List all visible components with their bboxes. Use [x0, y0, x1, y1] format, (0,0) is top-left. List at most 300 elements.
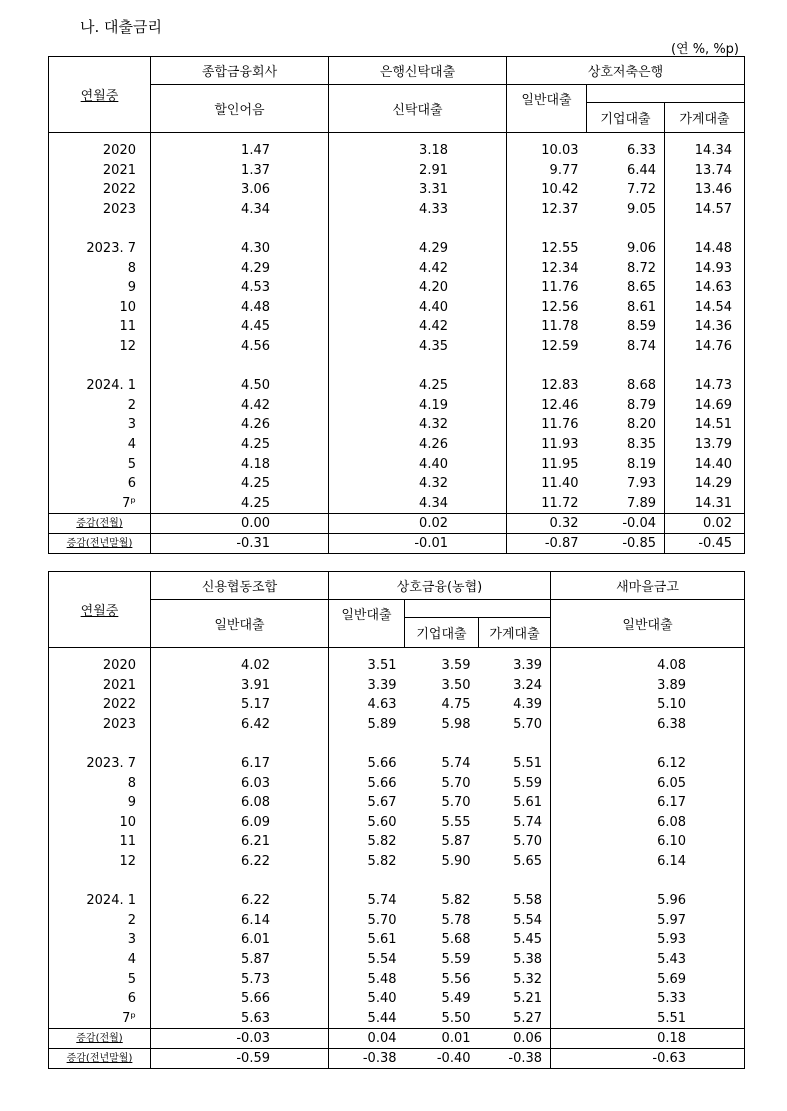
value-cell: 5.82 [367, 834, 397, 850]
table-row [49, 832, 745, 852]
total-row [49, 1049, 745, 1069]
value-cell: 5.69 [657, 971, 687, 987]
value-cell: 4.20 [329, 278, 507, 298]
value-cell: 5.87 [151, 950, 329, 970]
row-label [49, 219, 151, 239]
value-cell: 14.93 [694, 260, 732, 276]
row-label [49, 415, 151, 435]
row-label-text: 5 [127, 971, 136, 987]
value-cell [587, 133, 665, 142]
value-cell: 5.56 [441, 971, 471, 987]
value-cell: 6.22 [151, 852, 329, 872]
row-label [49, 656, 151, 676]
value-cell: 5.61 [367, 932, 397, 948]
value-cell: 0.00 [151, 514, 329, 534]
total-row [49, 514, 745, 534]
row-label-text: 4 [127, 436, 136, 452]
value-cell: 5.70 [479, 715, 551, 735]
value-cell: 8.20 [587, 415, 665, 435]
value-cell: 4.42 [329, 317, 507, 337]
row-label-text: 9 [127, 280, 136, 296]
value-cell: 14.34 [694, 143, 732, 158]
value-cell: 0.02 [665, 514, 745, 534]
row-label [49, 317, 151, 337]
col-group-header: 상호금융(농협) [329, 572, 551, 600]
value-cell: 14.29 [694, 476, 732, 492]
row-label [49, 891, 151, 911]
table-row [49, 396, 745, 416]
value-cell: 12.55 [541, 240, 579, 256]
value-cell: 5.66 [367, 775, 397, 791]
value-cell [151, 133, 329, 142]
row-label [49, 259, 151, 279]
value-cell: 9.05 [587, 200, 665, 220]
row-label [49, 376, 151, 396]
table-row [49, 239, 745, 259]
row-label [49, 793, 151, 813]
value-cell: 5.51 [657, 1010, 687, 1026]
value-cell: 0.04 [329, 1029, 405, 1049]
value-cell [151, 357, 329, 377]
value-cell [479, 734, 551, 754]
value-cell [507, 133, 587, 142]
col-sub-header: 할인어음 [151, 85, 329, 133]
table-row [49, 494, 745, 514]
row-label-text: 2024. 1 [86, 378, 136, 394]
value-cell: 14.31 [694, 495, 732, 511]
total-row [49, 1029, 745, 1049]
spacer-row [49, 648, 745, 657]
value-cell [329, 219, 507, 239]
value-cell: -0.40 [405, 1049, 479, 1069]
row-label [49, 337, 151, 357]
value-cell: 6.05 [657, 775, 687, 791]
value-cell [479, 872, 551, 892]
value-cell: 6.14 [657, 853, 687, 869]
value-cell: 5.38 [479, 950, 551, 970]
table-row [49, 715, 745, 735]
table-row [49, 161, 745, 181]
value-cell: 3.06 [151, 180, 329, 200]
value-cell: 5.61 [479, 793, 551, 813]
value-cell: 6.01 [151, 930, 329, 950]
row-label [49, 239, 151, 259]
value-cell: 4.18 [151, 455, 329, 475]
value-cell: 4.19 [329, 396, 507, 416]
value-cell: 5.74 [479, 813, 551, 833]
value-cell [587, 357, 665, 377]
row-label [49, 813, 151, 833]
value-cell: -0.38 [479, 1049, 551, 1069]
table-row [49, 474, 745, 494]
value-cell: -0.38 [329, 1049, 405, 1069]
value-cell: 4.53 [151, 278, 329, 298]
row-label-text: 6 [127, 476, 136, 492]
col-sub-header: 기업대출 [587, 103, 665, 133]
value-cell: 5.59 [441, 951, 471, 967]
value-cell [405, 734, 479, 754]
value-cell: 0.32 [507, 514, 587, 534]
value-cell: 8.65 [587, 278, 665, 298]
row-label-text: 4 [127, 951, 136, 967]
value-cell: 3.59 [441, 658, 471, 673]
value-cell: 4.34 [151, 200, 329, 220]
total-label [49, 1049, 151, 1069]
value-cell: 13.74 [694, 162, 732, 178]
table-row [49, 455, 745, 475]
row-label [49, 715, 151, 735]
value-cell: 6.17 [657, 795, 687, 811]
value-cell: 14.76 [694, 338, 732, 354]
value-cell: 5.70 [479, 832, 551, 852]
value-cell: 5.89 [367, 716, 397, 732]
row-label-text: 2020 [102, 658, 136, 673]
row-label-text: 6 [127, 991, 136, 1007]
value-cell: 11.93 [541, 436, 579, 452]
value-cell: 5.93 [657, 932, 687, 948]
row-header-cell [49, 57, 151, 133]
value-cell [665, 357, 745, 377]
value-cell: 6.38 [657, 716, 687, 732]
row-label [49, 872, 151, 892]
value-cell: 5.70 [441, 775, 471, 791]
value-cell: 5.66 [151, 989, 329, 1009]
value-cell: 12.34 [541, 260, 579, 276]
table-row [49, 141, 745, 161]
value-cell: 5.82 [441, 893, 471, 909]
value-cell: 4.35 [329, 337, 507, 357]
row-label-text: 2020 [102, 143, 136, 158]
table-row [49, 970, 745, 990]
col-sub-header: 신탁대출 [329, 85, 507, 133]
value-cell: 11.40 [541, 476, 579, 492]
col-group-header: 은행신탁대출 [329, 57, 507, 85]
value-cell: 4.08 [657, 658, 687, 673]
value-cell: 4.39 [479, 695, 551, 715]
value-cell: 12.37 [541, 201, 579, 217]
value-cell: 5.54 [367, 951, 397, 967]
table-row [49, 200, 745, 220]
value-cell: 11.95 [541, 456, 579, 472]
value-cell: 10.03 [541, 143, 579, 158]
value-cell: 5.60 [367, 814, 397, 830]
row-label [49, 200, 151, 220]
row-label [49, 1009, 151, 1029]
table-row [49, 911, 745, 931]
value-cell: 5.44 [367, 1010, 397, 1026]
row-header: 연월중 [80, 89, 119, 104]
spacer-row [49, 357, 745, 377]
value-cell: 11.78 [541, 319, 579, 335]
total-label-text: 증감(전월) [76, 1033, 123, 1045]
value-cell: 6.22 [151, 891, 329, 911]
value-cell: 4.50 [151, 376, 329, 396]
table-row [49, 774, 745, 794]
row-label-text: 2022 [102, 697, 136, 713]
value-cell: 2.91 [329, 161, 507, 181]
table-row [49, 695, 745, 715]
value-cell: 4.26 [329, 435, 507, 455]
value-cell: 5.48 [367, 971, 397, 987]
value-cell: -0.45 [665, 534, 745, 554]
value-cell: 3.51 [367, 658, 397, 673]
value-cell: 5.58 [479, 891, 551, 911]
value-cell: 6.10 [657, 834, 687, 850]
value-cell: 8.19 [587, 455, 665, 475]
row-label [49, 133, 151, 142]
value-cell: 6.21 [151, 832, 329, 852]
value-cell: 12.56 [541, 299, 579, 315]
value-cell: 3.24 [479, 676, 551, 696]
value-cell: 1.47 [151, 141, 329, 161]
row-label [49, 852, 151, 872]
col-sub-header: 일반대출 [329, 600, 405, 648]
value-cell: 5.74 [367, 893, 397, 909]
col-group-header: 종합금융회사 [151, 57, 329, 85]
value-cell: 5.55 [441, 814, 471, 830]
row-label-text: 2023 [102, 716, 136, 732]
total-label-text: 증감(전월) [76, 518, 123, 530]
table-row [49, 852, 745, 872]
table-row [49, 298, 745, 318]
value-cell: -0.85 [587, 534, 665, 554]
row-label [49, 474, 151, 494]
row-label [49, 774, 151, 794]
value-cell [151, 872, 329, 892]
row-label-text: 2023. 7 [86, 755, 136, 771]
value-cell: 5.51 [479, 754, 551, 774]
value-cell: 5.63 [151, 1009, 329, 1029]
table-row [49, 656, 745, 676]
col-sub-header: 기업대출 [405, 618, 479, 648]
row-label [49, 832, 151, 852]
value-cell: 8.59 [587, 317, 665, 337]
value-cell: 5.70 [441, 795, 471, 811]
value-cell: -0.01 [329, 534, 507, 554]
value-cell: 3.50 [441, 677, 471, 693]
value-cell [479, 648, 551, 657]
value-cell: 4.25 [329, 376, 507, 396]
value-cell: 10.42 [541, 182, 579, 198]
table-row [49, 989, 745, 1009]
row-label [49, 754, 151, 774]
col-group-header: 신용협동조합 [151, 572, 329, 600]
row-label [49, 435, 151, 455]
value-cell: -0.87 [507, 534, 587, 554]
row-label [49, 141, 151, 161]
value-cell: 4.45 [151, 317, 329, 337]
value-cell: 6.08 [657, 814, 687, 830]
value-cell: 4.48 [151, 298, 329, 318]
value-cell [329, 648, 405, 657]
value-cell: 4.42 [329, 259, 507, 279]
value-cell: 4.32 [329, 474, 507, 494]
total-label [49, 514, 151, 534]
value-cell: 5.49 [441, 991, 471, 1007]
value-cell: 5.65 [479, 852, 551, 872]
value-cell: 14.57 [694, 201, 732, 217]
value-cell: 7.72 [587, 180, 665, 200]
row-label [49, 455, 151, 475]
value-cell: 6.17 [151, 754, 329, 774]
value-cell: 4.63 [367, 697, 397, 713]
value-cell: 0.02 [329, 514, 507, 534]
value-cell [329, 872, 405, 892]
value-cell: 11.72 [541, 495, 579, 511]
col-group-header: 새마을금고 [551, 572, 745, 600]
value-cell: 6.03 [151, 774, 329, 794]
value-cell: 8.74 [587, 337, 665, 357]
row-label-text: 11 [119, 834, 136, 850]
value-cell: 4.02 [151, 656, 329, 676]
value-cell: 5.21 [479, 989, 551, 1009]
table-row [49, 259, 745, 279]
table-row [49, 180, 745, 200]
row-label-text: 12 [119, 853, 136, 869]
value-cell: 5.78 [441, 912, 471, 928]
table-row [49, 950, 745, 970]
value-cell: 6.08 [151, 793, 329, 813]
row-label [49, 298, 151, 318]
value-cell: 3.39 [367, 677, 397, 693]
row-label-text: 5 [127, 456, 136, 472]
unit-label: (연 %, %p) [670, 42, 739, 57]
value-cell: 4.56 [151, 337, 329, 357]
row-header: 연월중 [80, 604, 119, 619]
row-label [49, 695, 151, 715]
value-cell: 6.33 [587, 141, 665, 161]
value-cell: 14.36 [694, 319, 732, 335]
value-cell: 14.48 [694, 240, 732, 256]
row-label-text: 3 [127, 932, 136, 948]
loan-rate-table-2 [48, 571, 745, 1069]
row-label [49, 278, 151, 298]
spacer-row [49, 872, 745, 892]
value-cell [329, 734, 405, 754]
value-cell: 4.29 [329, 239, 507, 259]
value-cell: 5.87 [441, 834, 471, 850]
value-cell [151, 734, 329, 754]
value-cell: 5.33 [657, 991, 687, 1007]
value-cell: 11.76 [541, 417, 579, 433]
loan-rate-table-1 [48, 56, 745, 554]
row-label-text: 3 [127, 417, 136, 433]
row-label-text: 2024. 1 [86, 893, 136, 909]
table-row [49, 754, 745, 774]
value-cell: 4.26 [151, 415, 329, 435]
row-label-text: 2021 [102, 162, 136, 178]
value-cell: 4.30 [151, 239, 329, 259]
value-cell: 5.96 [657, 893, 687, 909]
row-label [49, 494, 151, 514]
row-label-text: 8 [127, 775, 136, 791]
value-cell: 8.68 [587, 376, 665, 396]
spacer-row [49, 133, 745, 142]
value-cell: 5.40 [367, 991, 397, 1007]
row-label [49, 396, 151, 416]
value-cell: 3.39 [479, 656, 551, 676]
table-row [49, 891, 745, 911]
value-cell: 13.79 [694, 436, 732, 452]
value-cell [405, 648, 479, 657]
value-cell: 6.09 [151, 813, 329, 833]
value-cell: 5.50 [441, 1010, 471, 1026]
row-label-text: 10 [119, 299, 136, 315]
total-row [49, 534, 745, 554]
row-label [49, 734, 151, 754]
value-cell: 14.54 [694, 299, 732, 315]
table-row [49, 278, 745, 298]
col-sub-header: 가계대출 [479, 618, 551, 648]
spacer-row [49, 734, 745, 754]
value-cell [551, 648, 745, 657]
value-cell: 7.93 [587, 474, 665, 494]
value-cell [507, 219, 587, 239]
value-cell: 5.54 [479, 911, 551, 931]
value-cell: 4.40 [329, 455, 507, 475]
value-cell: 5.32 [479, 970, 551, 990]
value-cell: 5.43 [657, 951, 687, 967]
value-cell: 5.10 [657, 697, 687, 713]
value-cell: 6.14 [151, 911, 329, 931]
value-cell: 4.33 [329, 200, 507, 220]
table-row [49, 415, 745, 435]
row-label [49, 676, 151, 696]
row-label-text: 2023. 7 [86, 240, 136, 256]
value-cell: -0.31 [151, 534, 329, 554]
value-cell: -0.04 [587, 514, 665, 534]
value-cell [665, 219, 745, 239]
row-label-text: 2 [127, 912, 136, 928]
value-cell: 4.25 [151, 474, 329, 494]
col-group-header: 상호저축은행 [507, 57, 745, 85]
value-cell: 4.40 [329, 298, 507, 318]
total-label [49, 534, 151, 554]
total-label-text: 증감(전년말월) [66, 538, 133, 550]
value-cell: 11.76 [541, 280, 579, 296]
value-cell: 1.37 [151, 161, 329, 181]
row-label [49, 648, 151, 657]
row-header-cell [49, 572, 151, 648]
value-cell [551, 872, 745, 892]
table-row [49, 793, 745, 813]
value-cell: 5.74 [441, 755, 471, 771]
value-cell: 5.90 [441, 853, 471, 869]
table-row [49, 676, 745, 696]
value-cell: 9.06 [587, 239, 665, 259]
value-cell: 7.89 [587, 494, 665, 514]
value-cell: 5.45 [479, 930, 551, 950]
table-row [49, 1009, 745, 1029]
col-sub-header: 일반대출 [507, 85, 587, 133]
value-cell: 3.18 [329, 141, 507, 161]
value-cell: 4.42 [151, 396, 329, 416]
total-label-text: 증감(전년말월) [66, 1053, 133, 1065]
row-label-text: 7ᵖ [122, 495, 136, 511]
value-cell: 14.69 [694, 397, 732, 413]
table-row [49, 435, 745, 455]
value-cell: 0.18 [551, 1029, 745, 1049]
row-label-text: 2023 [102, 201, 136, 217]
value-cell: 5.73 [151, 970, 329, 990]
spacer-row [49, 219, 745, 239]
value-cell: 8.61 [587, 298, 665, 318]
value-cell: 4.25 [151, 494, 329, 514]
value-cell [665, 133, 745, 142]
value-cell [151, 648, 329, 657]
value-cell: 8.79 [587, 396, 665, 416]
table-row [49, 930, 745, 950]
